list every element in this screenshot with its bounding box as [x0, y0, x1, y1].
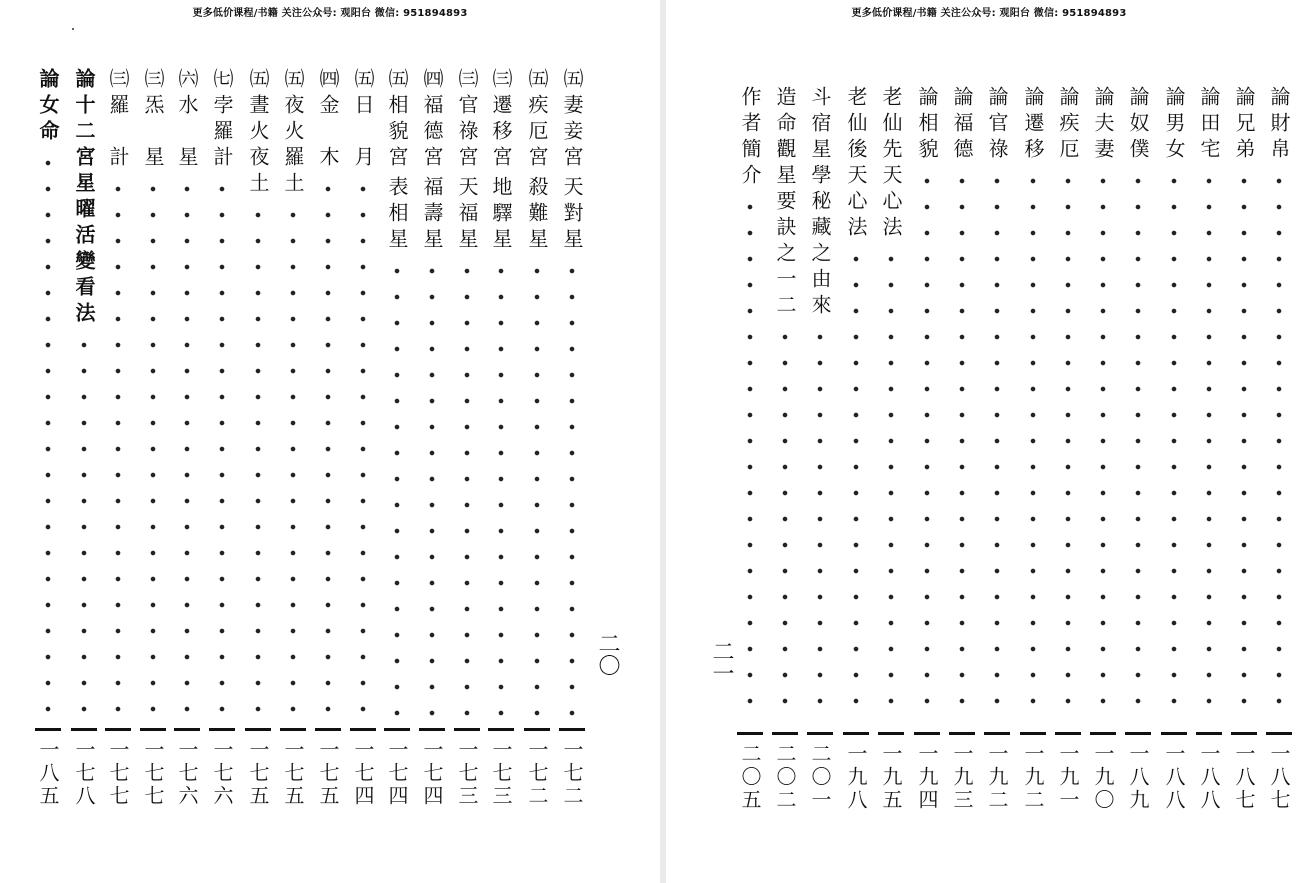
toc-page-number: 二〇一: [808, 743, 832, 812]
dot-leader: [462, 258, 472, 718]
toc-entry-title: ㈣金 木: [316, 68, 340, 172]
toc-entry: [488, 68, 514, 808]
toc-page-number: 一九一: [1056, 743, 1080, 812]
page-number-rule: [1090, 732, 1116, 735]
dot-leader: [532, 258, 542, 718]
toc-page-number: 一八五: [36, 739, 60, 808]
page-number-rule: [1266, 732, 1292, 735]
toc-entry-title: 作者簡介: [738, 86, 762, 190]
toc-entry-title: 論奴僕: [1126, 86, 1150, 164]
toc-page-number: 二〇五: [738, 743, 762, 812]
toc-entry-title: ㈥水 星: [175, 68, 199, 172]
toc-entry: [1266, 86, 1292, 812]
toc-page-number: 一八七: [1267, 743, 1291, 812]
page-number-rule: [1196, 732, 1222, 735]
dot-leader: [1169, 168, 1179, 722]
toc-entry-title: 論福德: [950, 86, 974, 164]
toc-entry-title: ㈣福德宮: [420, 68, 444, 172]
toc-entry-title: 論十二宮星曜活變看法: [72, 68, 96, 328]
toc-entry: [35, 68, 61, 808]
toc-entry-title: ㈢遷移宮: [489, 68, 513, 172]
toc-entry: [1161, 86, 1187, 812]
toc-entry: [1196, 86, 1222, 812]
toc-entry-title: ㈦孛羅計: [210, 68, 234, 172]
toc-page-number: 一九三: [950, 743, 974, 812]
page-folio: 二〇: [595, 632, 620, 676]
dot-leader: [323, 176, 333, 718]
dot-leader: [253, 202, 263, 718]
toc-entry: [454, 68, 480, 808]
page-number-rule: [1231, 732, 1257, 735]
page-number-rule: [1020, 732, 1046, 735]
toc-entry: [71, 68, 97, 808]
toc-entry-star-note: 地驛星: [489, 176, 513, 254]
toc-page-number: 一七五: [281, 739, 305, 808]
dot-leader: [1028, 168, 1038, 722]
toc-entry: [419, 68, 445, 808]
page-folio: 二一: [709, 640, 734, 684]
dot-leader: [780, 324, 790, 722]
toc-page-number: 一七三: [489, 739, 513, 808]
toc-entry-title: 老仙先天心法: [879, 86, 903, 242]
toc-entry: [843, 86, 869, 812]
toc-entry: [559, 68, 585, 808]
toc-entry-title: 論男女: [1162, 86, 1186, 164]
toc-entry-title: ㈤日 月: [351, 68, 375, 172]
dot-leader: [1063, 168, 1073, 722]
toc-entry: [245, 68, 271, 808]
page-number-rule: [209, 728, 235, 731]
dot-leader: [992, 168, 1002, 722]
toc-entry: [350, 68, 376, 808]
page-number-rule: [1055, 732, 1081, 735]
toc-entry-star-note: 天福星: [455, 176, 479, 254]
page-number-rule: [843, 732, 869, 735]
toc-page-number: 一七四: [351, 739, 375, 808]
toc-page-number: 一七二: [560, 739, 584, 808]
page-number-rule: [984, 732, 1010, 735]
toc-entry: [1231, 86, 1257, 812]
toc-page-number: 一八七: [1232, 743, 1256, 812]
toc-entry: [140, 68, 166, 808]
toc-entry: [209, 68, 235, 808]
watermark-header: 更多低价课程/书籍 关注公众号: 观阳台 微信: 951894893: [851, 8, 1127, 19]
toc-entry-title: 論遷移: [1021, 86, 1045, 164]
toc-entry-title: 論官祿: [985, 86, 1009, 164]
toc-entry: [807, 86, 833, 812]
page-number-rule: [174, 728, 200, 731]
page-number-rule: [1125, 732, 1151, 735]
dot-leader: [113, 176, 123, 718]
page-number-rule: [71, 728, 97, 731]
toc-page-number: 一七二: [525, 739, 549, 808]
page-number-rule: [559, 728, 585, 731]
page-number-rule: [737, 732, 763, 735]
toc-page-number: 一七五: [316, 739, 340, 808]
toc-page-number: 一九二: [1021, 743, 1045, 812]
toc-entry-title: 論財帛: [1267, 86, 1291, 164]
dot-leader: [427, 258, 437, 718]
page-number-rule: [914, 732, 940, 735]
dot-leader: [957, 168, 967, 722]
toc-entry: [384, 68, 410, 808]
toc-entry-title: 造命觀星要訣之一二: [773, 86, 797, 320]
toc-page-number: 一七八: [72, 739, 96, 808]
dot-leader: [358, 176, 368, 718]
page-number-rule: [878, 732, 904, 735]
toc-entry-title: 論夫妻: [1091, 86, 1115, 164]
toc-page-number: 一八九: [1126, 743, 1150, 812]
page-number-rule: [315, 728, 341, 731]
dot-leader: [496, 258, 506, 718]
page-number-rule: [245, 728, 271, 731]
toc-entry: [949, 86, 975, 812]
page-number-rule: [350, 728, 376, 731]
toc-page-number: 一九五: [879, 743, 903, 812]
toc-entry-title: ㈤夜火羅土: [281, 68, 305, 198]
dot-leader: [288, 202, 298, 718]
dot-leader: [851, 246, 861, 722]
toc-entry-title: ㈢羅 計: [106, 68, 130, 172]
toc-entry: [878, 86, 904, 812]
toc-page-number: 一七五: [246, 739, 270, 808]
toc-entry: [737, 86, 763, 812]
toc-page-number: 一九二: [985, 743, 1009, 812]
toc-entry-star-note: 天對星: [560, 176, 584, 254]
dot-leader: [922, 168, 932, 722]
dot-leader: [886, 246, 896, 722]
toc-entry-title: 論疾厄: [1056, 86, 1080, 164]
toc-entry: [1090, 86, 1116, 812]
page-number-rule: [105, 728, 131, 731]
toc-page-number: 一八八: [1197, 743, 1221, 812]
toc-page-number: 一七六: [210, 739, 234, 808]
page-number-rule: [419, 728, 445, 731]
toc-entry-title: ㈢炁 星: [141, 68, 165, 172]
toc-entry: [984, 86, 1010, 812]
page-number-rule: [280, 728, 306, 731]
page-number-rule: [807, 732, 833, 735]
page-number-rule: [1161, 732, 1187, 735]
toc-page-number: 一七四: [420, 739, 444, 808]
right-book-page: [666, 0, 1312, 883]
toc-entry: [1125, 86, 1151, 812]
page-number-rule: [524, 728, 550, 731]
toc-entry-title: 論兄弟: [1232, 86, 1256, 164]
toc-entry: [524, 68, 550, 808]
toc-entry-star-note: 殺難星: [525, 176, 549, 254]
toc-page-number: 一九八: [844, 743, 868, 812]
toc-entry-star-note: 表相星: [385, 176, 409, 254]
toc-page-number: 一七四: [385, 739, 409, 808]
toc-entry-title: ㈤疾厄宮: [525, 68, 549, 172]
dot-leader: [1098, 168, 1108, 722]
dot-leader: [815, 324, 825, 722]
toc-entry: [914, 86, 940, 812]
dot-leader: [43, 150, 53, 718]
dot-leader: [567, 258, 577, 718]
toc-entry: [1055, 86, 1081, 812]
toc-entry-title: ㈤晝火夜土: [246, 68, 270, 198]
toc-entry-title: ㈢官祿宮: [455, 68, 479, 172]
page-number-rule: [772, 732, 798, 735]
dot-leader: [745, 194, 755, 722]
scan-speck: [72, 28, 74, 30]
dot-leader: [1239, 168, 1249, 722]
dot-leader: [392, 258, 402, 718]
page-number-rule: [488, 728, 514, 731]
dot-leader: [182, 176, 192, 718]
toc-page-number: 一七七: [106, 739, 130, 808]
dot-leader: [1133, 168, 1143, 722]
toc-page-number: 一九四: [915, 743, 939, 812]
toc-page-number: 一七三: [455, 739, 479, 808]
watermark-header: 更多低价课程/书籍 关注公众号: 观阳台 微信: 951894893: [192, 8, 468, 19]
page-number-rule: [454, 728, 480, 731]
toc-entry-title: ㈤妻妾宮: [560, 68, 584, 172]
toc-page-number: 一八八: [1162, 743, 1186, 812]
dot-leader: [79, 332, 89, 718]
dot-leader: [1204, 168, 1214, 722]
toc-entry: [105, 68, 131, 808]
toc-entry-title: 論女命: [36, 68, 60, 146]
page-number-rule: [949, 732, 975, 735]
toc-entry-star-note: 福壽星: [420, 176, 444, 254]
toc-entry: [772, 86, 798, 812]
toc-entry: [1020, 86, 1046, 812]
toc-page-number: 一七七: [141, 739, 165, 808]
toc-entry: [280, 68, 306, 808]
page-number-rule: [35, 728, 61, 731]
dot-leader: [148, 176, 158, 718]
toc-entry-title: 論田宅: [1197, 86, 1221, 164]
toc-page-number: 一九〇: [1091, 743, 1115, 812]
dot-leader: [1274, 168, 1284, 722]
toc-entry-title: 斗宿星學秘藏之由來: [808, 86, 832, 320]
toc-page-number: 二〇二: [773, 743, 797, 812]
page-number-rule: [384, 728, 410, 731]
toc-entry: [174, 68, 200, 808]
toc-entry-title: 論相貌: [915, 86, 939, 164]
toc-entry: [315, 68, 341, 808]
toc-entry-title: 老仙後天心法: [844, 86, 868, 242]
toc-entry-title: ㈤相貌宮: [385, 68, 409, 172]
toc-page-number: 一七六: [175, 739, 199, 808]
page-number-rule: [140, 728, 166, 731]
dot-leader: [217, 176, 227, 718]
